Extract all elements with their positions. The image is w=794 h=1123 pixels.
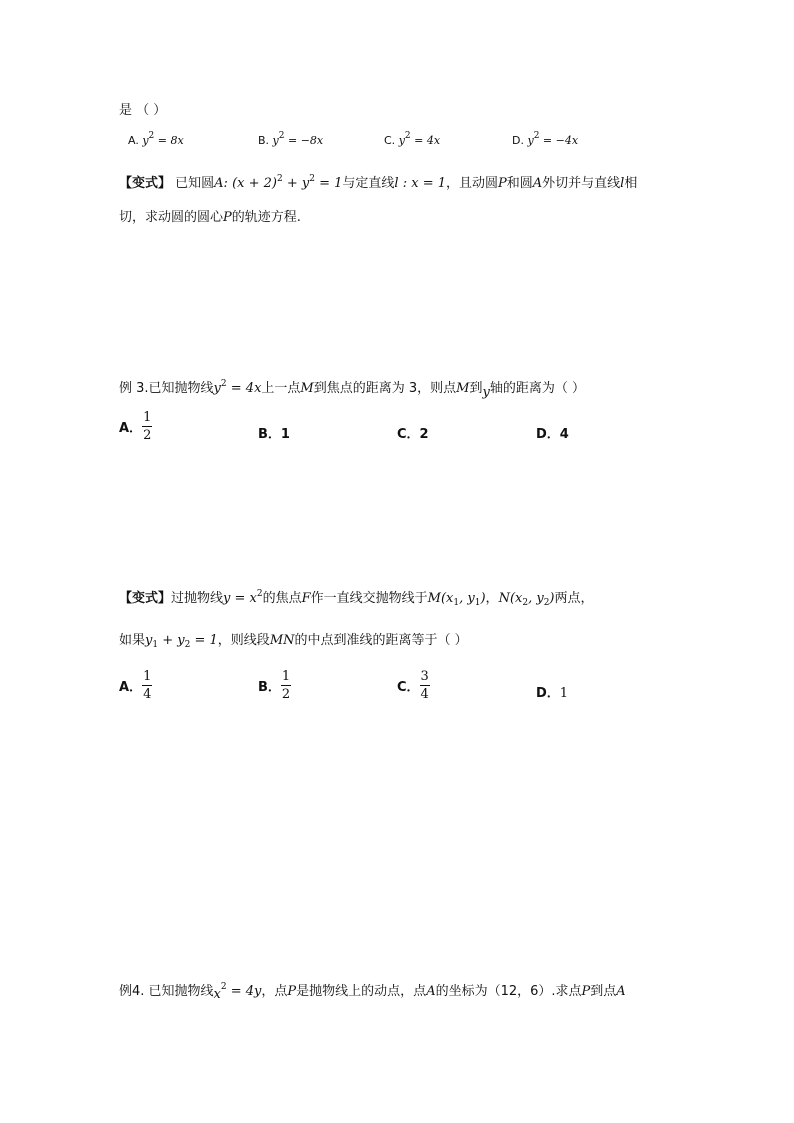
variant-tag: 【变式】	[119, 176, 172, 191]
prev-question-stem-tail: 是 （ ）	[119, 103, 167, 118]
variant2-line2: 如果$y_1 + y_2 = 1$，则线段MN的中点到准线的距离等于（ ）	[119, 633, 468, 650]
example4-stem: 例4. 已知抛物线$x^2 = 4y$，点P是抛物线上的动点，点A的坐标为（12，6）.求点P到点A	[119, 982, 626, 1002]
variant1-line2: 切，求动圆的圆心P的轨迹方程.	[119, 210, 301, 225]
variant-tag: 【变式】	[119, 591, 172, 606]
example3-option-c: C．2	[397, 427, 429, 442]
prev-option-d: D. $y^2 = -4x$	[512, 131, 579, 147]
prev-option-b: B. $y^2 = -8x$	[258, 131, 324, 147]
example3-stem: 例 3.已知抛物线$y^2 = 4x$上一点M到焦点的距离为 3，则点M到y轴的距离为（ ）	[119, 379, 585, 400]
prev-option-c: C. $y^2 = 4x$	[384, 131, 441, 147]
example3-option-d: D．4	[536, 427, 569, 442]
example3-option-b: B．1	[258, 427, 290, 442]
variant2-option-c: C． $\frac{3}{4}$	[397, 669, 429, 702]
variant2-option-d: D．1	[536, 686, 569, 701]
variant2-line1: 【变式】过抛物线$y = x^2$的焦点F作一直线交抛物线于$M(x_1$, $y_1$)，$N(x_2$, $y_2$)两点，	[119, 589, 594, 608]
prev-option-a: A. $y^2 = 8x$	[128, 131, 184, 147]
variant2-option-a: A． $\frac{1}{4}$	[119, 669, 152, 702]
example3-option-a: A． $\frac{1}{2}$	[119, 410, 152, 443]
variant2-option-b: B． $\frac{1}{2}$	[258, 669, 291, 702]
variant1-line1: 【变式】 已知圆A: $(x + 2)^2 + y^2 = 1$与定直线l : x = 1，且动圆P和圆A外切并与直线l相	[119, 174, 638, 191]
